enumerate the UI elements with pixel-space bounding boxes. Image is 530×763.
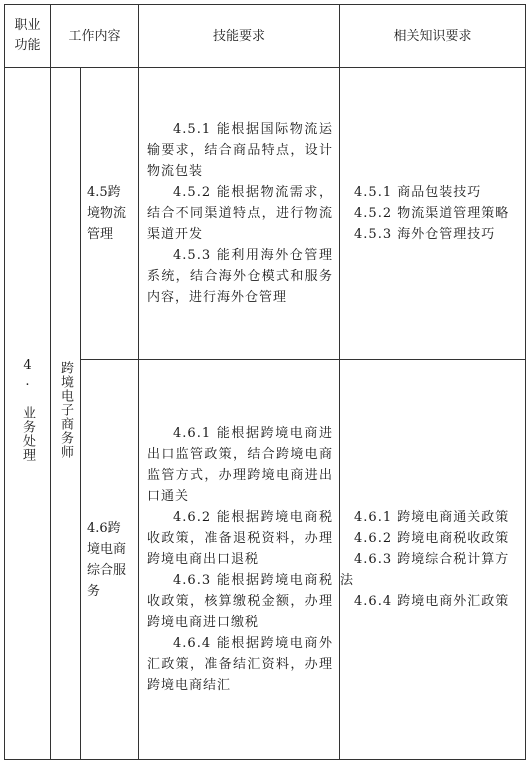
- knowledge-item: 4.6.2 跨境电商税收政策: [354, 531, 510, 546]
- header-knowledge: [340, 5, 526, 68]
- header-function: [5, 5, 51, 68]
- job-title-label: 跨境电子商务师: [58, 361, 73, 459]
- knowledge-item: 4.6.3 跨境综合税计算方法: [340, 552, 510, 588]
- header-function-label: 职业功能: [14, 18, 41, 53]
- table-row: [5, 68, 526, 360]
- skills-cell: [139, 68, 340, 360]
- knowledge-item: 4.6.1 跨境电商通关政策: [354, 510, 510, 525]
- skill-item: 4.6.1 能根据跨境电商进出口监管政策，结合跨境电商监管方式，办理跨境电商进出口通关: [147, 426, 334, 504]
- function-cell: [5, 68, 51, 760]
- header-knowledge-label: 相关知识要求: [393, 28, 472, 44]
- knowledge-cell: [340, 360, 526, 760]
- skill-item: 4.5.3 能利用海外仓管理系统，结合海外仓模式和服务内容，进行海外仓管理: [147, 248, 334, 305]
- knowledge-item: 4.5.2 物流渠道管理策略: [354, 206, 510, 221]
- knowledge-cell: [340, 68, 526, 360]
- skill-item: 4.6.3 能根据跨境电商税收政策，核算缴税金额，办理跨境电商进口缴税: [147, 573, 334, 630]
- table-row: [5, 360, 526, 760]
- header-content: [51, 5, 139, 68]
- occupational-standard-table: [4, 4, 525, 760]
- knowledge-item: 4.6.4 跨境电商外汇政策: [354, 594, 510, 609]
- skill-item: 4.5.1 能根据国际物流运输要求，结合商品特点，设计物流包装: [147, 122, 334, 179]
- content-label: 4.5跨境物流管理: [87, 185, 127, 242]
- skills-cell: [139, 360, 340, 760]
- header-skills: [139, 5, 340, 68]
- knowledge-item: 4.5.3 海外仓管理技巧: [354, 227, 496, 242]
- table-header-row: [5, 5, 526, 68]
- job-title-cell: [51, 68, 81, 760]
- content-cell: [81, 360, 139, 760]
- skill-item: 4.6.4 能根据跨境电商外汇政策，准备结汇资料，办理跨境电商结汇: [147, 636, 334, 693]
- content-label: 4.6跨境电商综合服务: [87, 520, 127, 599]
- skill-item: 4.5.2 能根据物流需求，结合不同渠道特点，进行物流渠道开发: [147, 185, 334, 242]
- header-content-label: 工作内容: [68, 28, 121, 44]
- skill-item: 4.6.2 能根据跨境电商税收政策，准备退税资料，办理跨境电商出口退税: [147, 510, 334, 567]
- function-label: 4. 业务处理: [20, 358, 35, 462]
- knowledge-item: 4.5.1 商品包装技巧: [354, 185, 482, 200]
- content-cell: [81, 68, 139, 360]
- header-skills-label: 技能要求: [213, 28, 266, 44]
